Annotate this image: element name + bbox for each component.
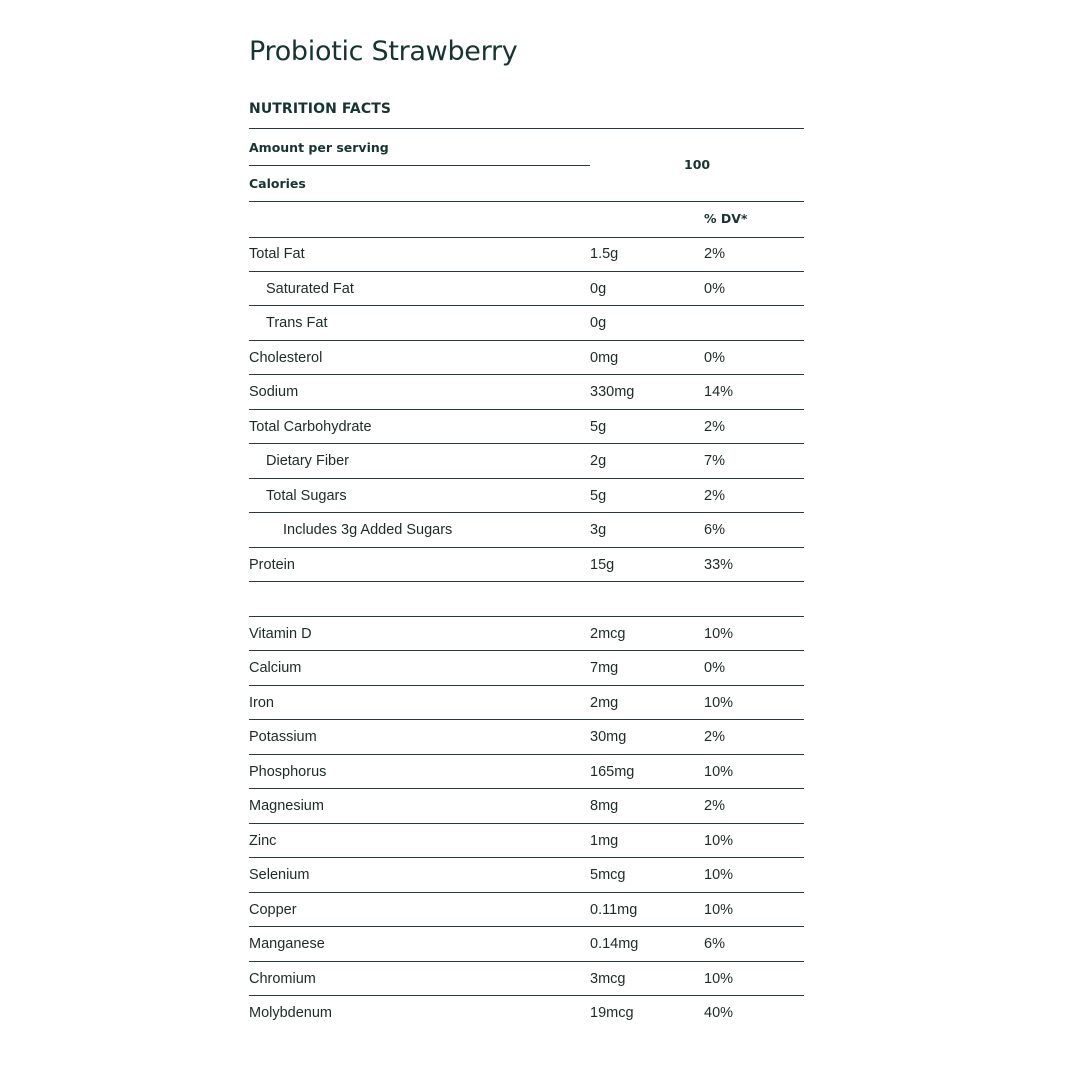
nutrient-dv: 7%	[704, 453, 725, 469]
nutrient-amount: 8mg	[590, 798, 619, 814]
calories-value: 100	[684, 157, 711, 172]
nutrient-name: Molybdenum	[249, 1005, 333, 1021]
nutrient-name: Chromium	[249, 970, 316, 987]
table-row	[249, 479, 804, 514]
divider	[249, 165, 590, 166]
calories-label: Calories	[249, 176, 306, 191]
nutrient-name: Selenium	[249, 867, 310, 883]
nutrient-amount: 15g	[590, 556, 615, 573]
nutrient-name: Protein	[249, 556, 295, 573]
nutrient-name: Total Sugars	[266, 487, 347, 504]
nutrient-dv: 2%	[704, 798, 725, 814]
nutrient-name: Total Carbohydrate	[249, 418, 372, 435]
nutrient-amount: 0mg	[590, 349, 619, 366]
nutrient-amount: 2g	[590, 453, 607, 469]
nutrient-dv: 2%	[704, 729, 725, 745]
table-row	[249, 548, 804, 583]
nutrient-amount: 1mg	[590, 832, 619, 849]
nutrient-dv: 6%	[704, 522, 725, 538]
nutrient-dv: 0%	[704, 660, 725, 676]
nutrient-amount: 3g	[590, 522, 607, 538]
table-row	[249, 686, 804, 721]
nutrition-facts-heading: NUTRITION FACTS	[249, 101, 392, 117]
nutrition-table	[249, 237, 804, 1031]
nutrient-name: Sodium	[249, 384, 299, 400]
nutrient-dv: 10%	[704, 970, 734, 987]
nutrient-amount: 5g	[590, 487, 607, 504]
table-row	[249, 237, 804, 272]
table-row	[249, 996, 804, 1031]
nutrient-name: Phosphorus	[249, 763, 327, 780]
table-row	[249, 306, 804, 341]
nutrient-dv: 6%	[704, 936, 725, 952]
nutrient-dv: 2%	[704, 487, 725, 504]
dv-header: % DV*	[704, 211, 748, 226]
amount-per-serving-label: Amount per serving	[249, 140, 389, 155]
table-row	[249, 272, 804, 307]
nutrient-amount: 7mg	[590, 660, 619, 676]
table-row	[249, 755, 804, 790]
nutrient-amount: 30mg	[590, 729, 627, 745]
nutrient-name: Total Fat	[249, 246, 305, 262]
nutrient-amount: 2mcg	[590, 625, 626, 642]
nutrient-name: Copper	[249, 901, 297, 918]
nutrient-amount: 5g	[590, 418, 607, 435]
nutrient-amount: 330mg	[590, 384, 635, 400]
nutrient-name: Cholesterol	[249, 349, 323, 366]
table-row	[249, 927, 804, 962]
divider	[249, 128, 804, 129]
table-row	[249, 513, 804, 548]
nutrient-name: Saturated Fat	[266, 280, 354, 297]
nutrient-amount: 2mg	[590, 694, 619, 711]
nutrient-name: Iron	[249, 694, 274, 711]
table-row	[249, 893, 804, 928]
table-row	[249, 720, 804, 755]
nutrient-dv: 0%	[704, 280, 725, 297]
section-spacer	[249, 582, 804, 617]
table-row	[249, 858, 804, 893]
nutrient-name: Vitamin D	[249, 625, 312, 642]
nutrient-dv: 2%	[704, 418, 725, 435]
nutrient-name: Includes 3g Added Sugars	[283, 522, 453, 538]
table-row	[249, 651, 804, 686]
nutrient-amount: 1.5g	[590, 246, 619, 262]
nutrient-dv: 40%	[704, 1005, 734, 1021]
nutrient-dv: 0%	[704, 349, 725, 366]
nutrient-dv: 14%	[704, 384, 734, 400]
nutrient-dv: 10%	[704, 832, 734, 849]
nutrient-dv: 10%	[704, 694, 734, 711]
divider	[249, 201, 804, 202]
nutrient-dv: 10%	[704, 625, 734, 642]
nutrient-name: Manganese	[249, 936, 325, 952]
nutrient-amount: 0.14mg	[590, 936, 639, 952]
table-row	[249, 617, 804, 652]
table-row	[249, 410, 804, 445]
nutrient-amount: 0g	[590, 315, 607, 331]
nutrient-name: Magnesium	[249, 798, 324, 814]
nutrient-amount: 5mcg	[590, 867, 626, 883]
nutrient-amount: 0g	[590, 280, 607, 297]
table-row	[249, 444, 804, 479]
page-title: Probiotic Strawberry	[249, 36, 518, 67]
table-row	[249, 375, 804, 410]
table-row	[249, 824, 804, 859]
nutrient-dv: 10%	[704, 901, 734, 918]
nutrient-amount: 3mcg	[590, 970, 626, 987]
nutrient-name: Trans Fat	[266, 315, 328, 331]
nutrient-name: Calcium	[249, 660, 302, 676]
nutrient-dv: 10%	[704, 763, 734, 780]
table-row	[249, 789, 804, 824]
nutrient-name: Zinc	[249, 832, 277, 849]
nutrient-name: Dietary Fiber	[266, 453, 349, 469]
table-row	[249, 341, 804, 376]
nutrient-amount: 165mg	[590, 763, 635, 780]
nutrient-dv: 33%	[704, 556, 734, 573]
nutrient-amount: 19mcg	[590, 1005, 634, 1021]
table-row	[249, 962, 804, 997]
nutrient-name: Potassium	[249, 729, 317, 745]
nutrient-amount: 0.11mg	[590, 901, 638, 918]
nutrient-dv: 10%	[704, 867, 734, 883]
nutrient-dv: 2%	[704, 246, 725, 262]
